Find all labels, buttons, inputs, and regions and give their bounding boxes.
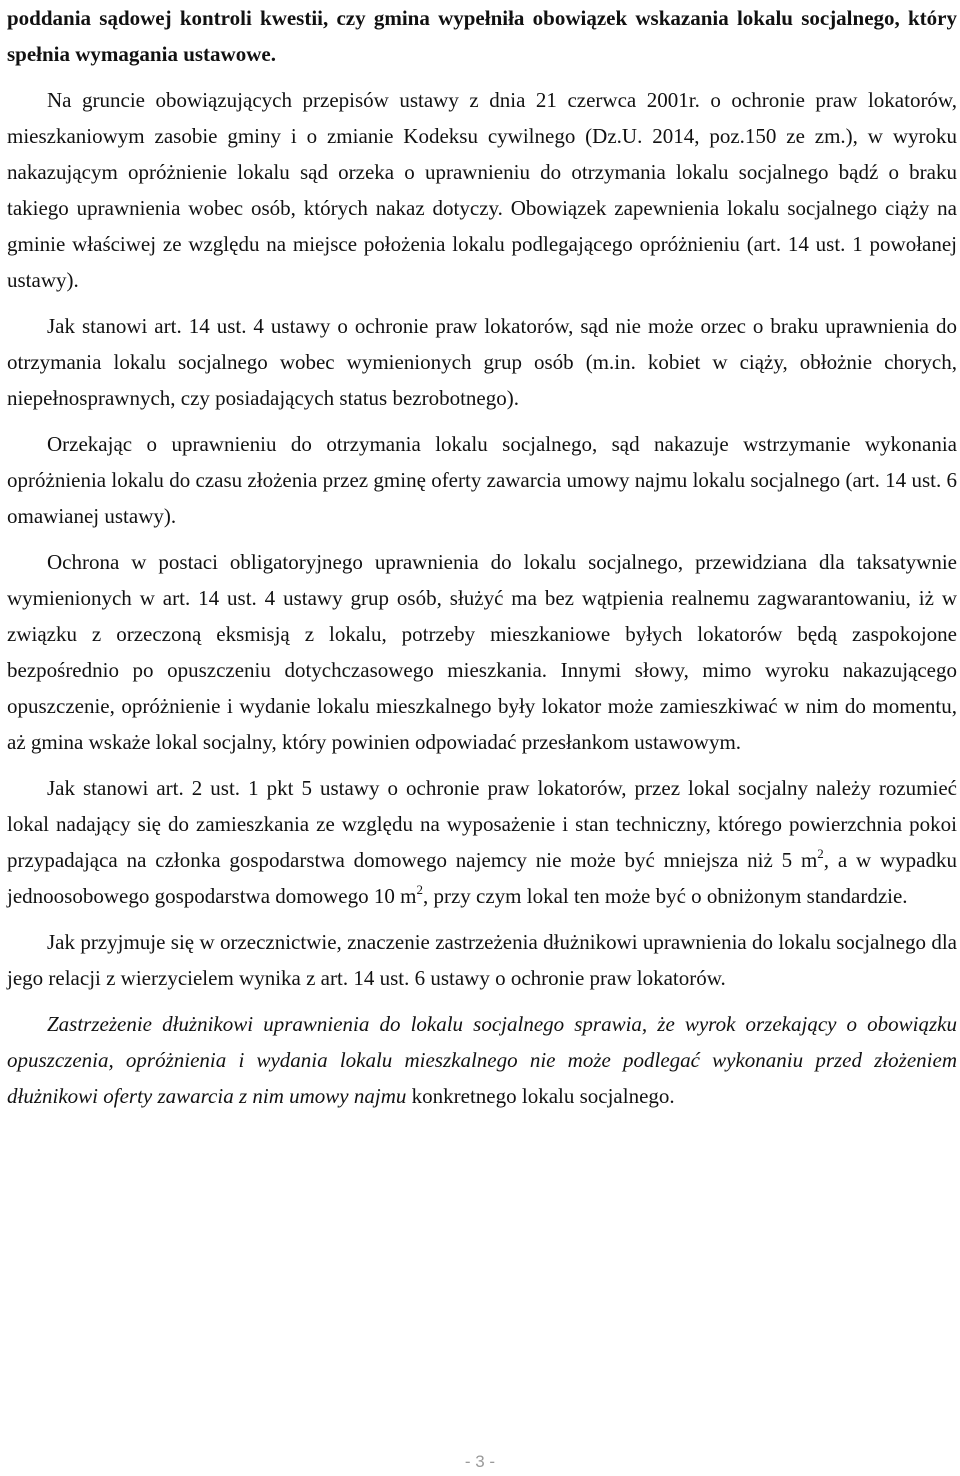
italic-quote: Zastrzeżenie dłużnikowi uprawnienia do lokalu socjalnego sprawia, że wyrok orzekający o obowiązku opuszczenia, opróżnienia i wydania lokalu mieszkalnego nie może podlegać wykonaniu przed złożeniem dłużnikowi oferty zawarcia z nim umowy najmu xyxy=(7,1012,957,1108)
paragraph: Ochrona w postaci obligatoryjnego uprawnienia do lokalu socjalnego, przewidziana dla taksatywnie wymienionych w art. 14 ust. 4 ustawy grup osób, służyć ma bez wątpienia realnemu zagwarantowaniu, iż w związku z orzeczoną eksmisją z lokalu, potrzeby mieszkaniowe byłych lokatorów będą zaspokojone bezpośrednio po opuszczeniu dotychczasowego mieszkania. Innymi słowy, mimo wyroku nakazującego opuszczenie, opróżnienie i wydanie lokalu mieszkalnego były lokator może zamieszkiwać w nim do momentu, aż gmina wskaże lokal socjalny, który powinien odpowiadać przesłankom ustawowym. xyxy=(7,550,957,754)
text-run: , a w wypadku jednoosobowego gospodarstwa domowego 10 m xyxy=(7,848,957,908)
text-run: , przy czym lokal ten może być o obniżonym standardzie. xyxy=(422,884,908,908)
paragraph: Jak przyjmuje się w orzecznictwie, znaczenie zastrzeżenia dłużnikowi uprawnienia do lokalu socjalnego dla jego relacji z wierzycielem wynika z art. 14 ust. 6 ustawy o ochronie praw lokatorów. xyxy=(7,930,957,990)
text-run: Jak stanowi art. 2 ust. 1 pkt 5 ustawy o ochronie praw lokatorów, przez lokal socjalny należy rozumieć lokal nadający się do zamieszkania ze względu na wyposażenie i stan techniczny, którego powierzchnia pokoi przypadająca na członka gospodarstwa domowego najemcy nie może być mniejsza niż 5 m xyxy=(7,776,957,872)
paragraph-continuation: poddania sądowej kontroli kwestii, czy gmina wypełniła obowiązek wskazania lokalu socjalnego, który spełnia wymagania ustawowe. xyxy=(7,6,957,66)
paragraph: Orzekając o uprawnieniu do otrzymania lokalu socjalnego, sąd nakazuje wstrzymanie wykonania opróżnienia lokalu do czasu złożenia przez gminę oferty zawarcia umowy najmu lokalu socjalnego (art. 14 ust. 6 omawianej ustawy). xyxy=(7,432,957,528)
document-page xyxy=(7,0,957,1114)
superscript: 2 xyxy=(416,882,423,897)
quoted-paragraph xyxy=(7,1006,957,1114)
text-run: konkretnego lokalu socjalnego. xyxy=(406,1084,675,1108)
paragraph: Na gruncie obowiązujących przepisów ustawy z dnia 21 czerwca 2001r. o ochronie praw lokatorów, mieszkaniowym zasobie gminy i o zmianie Kodeksu cywilnego (Dz.U. 2014, poz.150 ze zm.), w wyroku nakazującym opróżnienie lokalu sąd orzeka o uprawnieniu do otrzymania lokalu socjalnego bądź o braku takiego uprawnienia wobec osób, których nakaz dotyczy. Obowiązek zapewnienia lokalu socjalnego ciąży na gminie właściwej ze względu na miejsce położenia lokalu podlegającego opróżnieniu (art. 14 ust. 1 powołanej ustawy). xyxy=(7,88,957,292)
page-number: - 3 - xyxy=(464,1452,496,1471)
superscript: 2 xyxy=(817,846,824,861)
paragraph-with-superscript xyxy=(7,770,957,914)
paragraph: Jak stanowi art. 14 ust. 4 ustawy o ochronie praw lokatorów, sąd nie może orzec o braku uprawnienia do otrzymania lokalu socjalnego wobec wymienionych grup osób (m.in. kobiet w ciąży, obłożnie chorych, niepełnosprawnych, czy posiadających status bezrobotnego). xyxy=(7,314,957,410)
